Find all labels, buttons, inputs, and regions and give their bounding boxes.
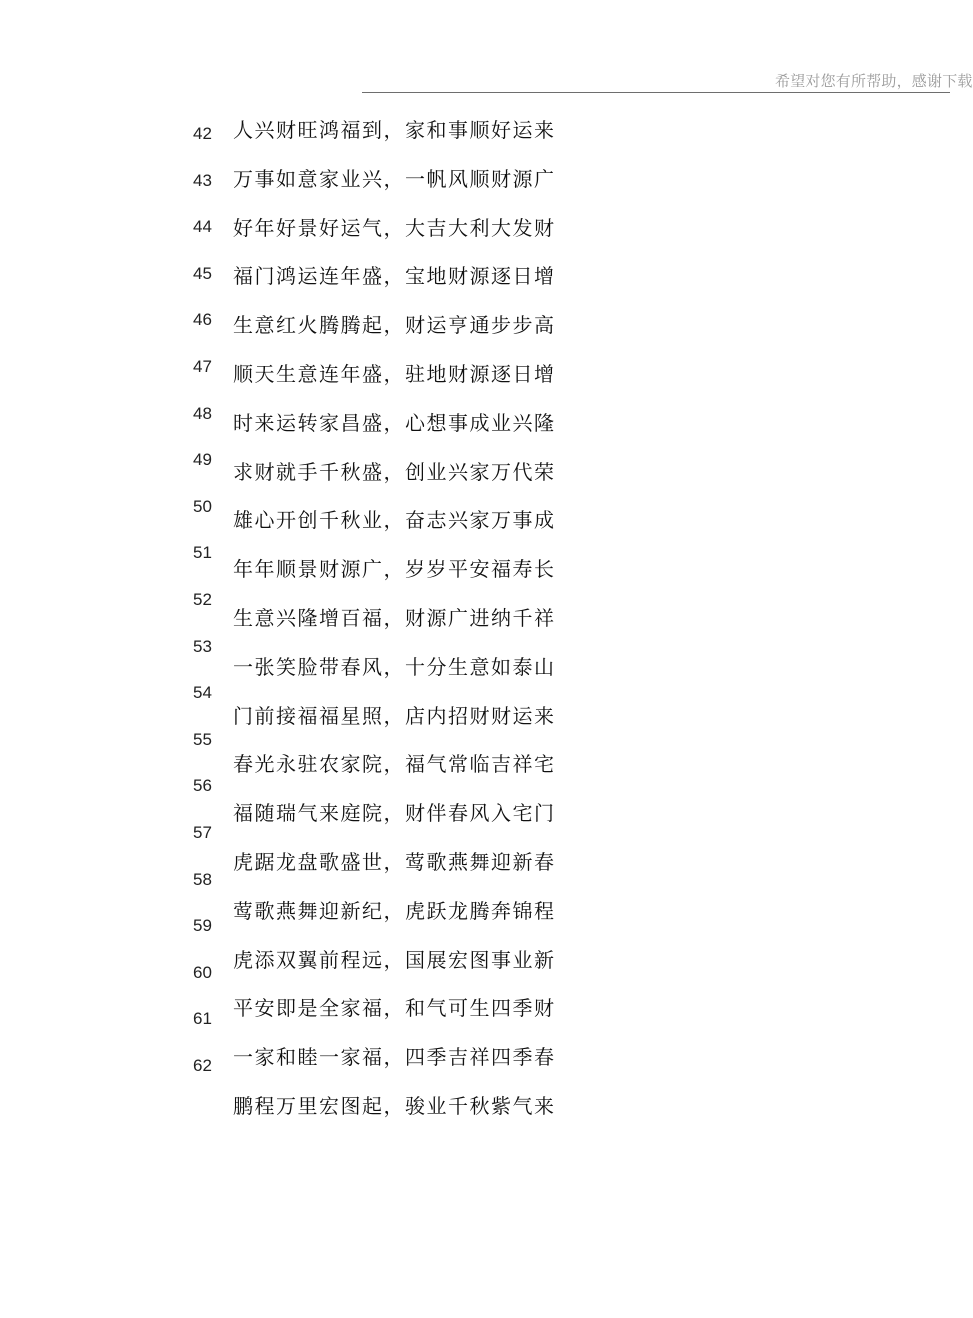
couplet-line: 鹏程万里宏图起，骏业千秋紫气来 bbox=[233, 1094, 556, 1118]
header-note: 希望对您有所帮助，感谢下载 bbox=[775, 72, 973, 90]
couplet-line: 虎踞龙盘歌盛世，莺歌燕舞迎新春 bbox=[233, 850, 556, 874]
line-number: 52 bbox=[193, 590, 212, 609]
couplet-line: 春光永驻农家院，福气常临吉祥宅 bbox=[233, 752, 556, 776]
line-number: 49 bbox=[193, 450, 212, 469]
line-number: 56 bbox=[193, 776, 212, 795]
couplet-line: 时来运转家昌盛，心想事成业兴隆 bbox=[233, 411, 556, 435]
line-number: 50 bbox=[193, 497, 212, 516]
line-number: 61 bbox=[193, 1009, 212, 1028]
line-number: 43 bbox=[193, 171, 212, 190]
couplet-line: 雄心开创千秋业，奋志兴家万事成 bbox=[233, 508, 556, 532]
line-number: 48 bbox=[193, 404, 212, 423]
line-number: 45 bbox=[193, 264, 212, 283]
line-number: 54 bbox=[193, 683, 212, 702]
couplet-line: 福门鸿运连年盛，宝地财源逐日增 bbox=[233, 264, 556, 288]
couplet-line: 人兴财旺鸿福到，家和事顺好运来 bbox=[233, 118, 556, 142]
line-number: 44 bbox=[193, 217, 212, 236]
couplet-line: 平安即是全家福，和气可生四季财 bbox=[233, 996, 556, 1020]
line-number: 62 bbox=[193, 1056, 212, 1075]
line-number: 57 bbox=[193, 823, 212, 842]
couplet-line: 好年好景好运气，大吉大利大发财 bbox=[233, 216, 556, 240]
couplet-line: 年年顺景财源广，岁岁平安福寿长 bbox=[233, 557, 556, 581]
line-number: 59 bbox=[193, 916, 212, 935]
couplet-line: 虎添双翼前程远，国展宏图事业新 bbox=[233, 948, 556, 972]
line-number: 51 bbox=[193, 543, 212, 562]
line-number: 46 bbox=[193, 310, 212, 329]
couplet-line: 万事如意家业兴，一帆风顺财源广 bbox=[233, 167, 556, 191]
couplet-line: 求财就手千秋盛，创业兴家万代荣 bbox=[233, 460, 556, 484]
line-number: 42 bbox=[193, 124, 212, 143]
couplet-line: 生意红火腾腾起，财运亨通步步高 bbox=[233, 313, 556, 337]
couplet-line: 生意兴隆增百福，财源广进纳千祥 bbox=[233, 606, 556, 630]
line-number: 47 bbox=[193, 357, 212, 376]
couplet-line: 顺天生意连年盛，驻地财源逐日增 bbox=[233, 362, 556, 386]
couplet-line: 莺歌燕舞迎新纪，虎跃龙腾奔锦程 bbox=[233, 899, 556, 923]
line-number: 60 bbox=[193, 963, 212, 982]
header-rule bbox=[362, 92, 950, 93]
line-number: 55 bbox=[193, 730, 212, 749]
line-number: 58 bbox=[193, 870, 212, 889]
couplet-line: 门前接福福星照，店内招财财运来 bbox=[233, 704, 556, 728]
couplet-line: 一家和睦一家福，四季吉祥四季春 bbox=[233, 1045, 556, 1069]
line-number: 53 bbox=[193, 637, 212, 656]
couplet-line: 福随瑞气来庭院，财伴春风入宅门 bbox=[233, 801, 556, 825]
couplet-line: 一张笑脸带春风，十分生意如泰山 bbox=[233, 655, 556, 679]
